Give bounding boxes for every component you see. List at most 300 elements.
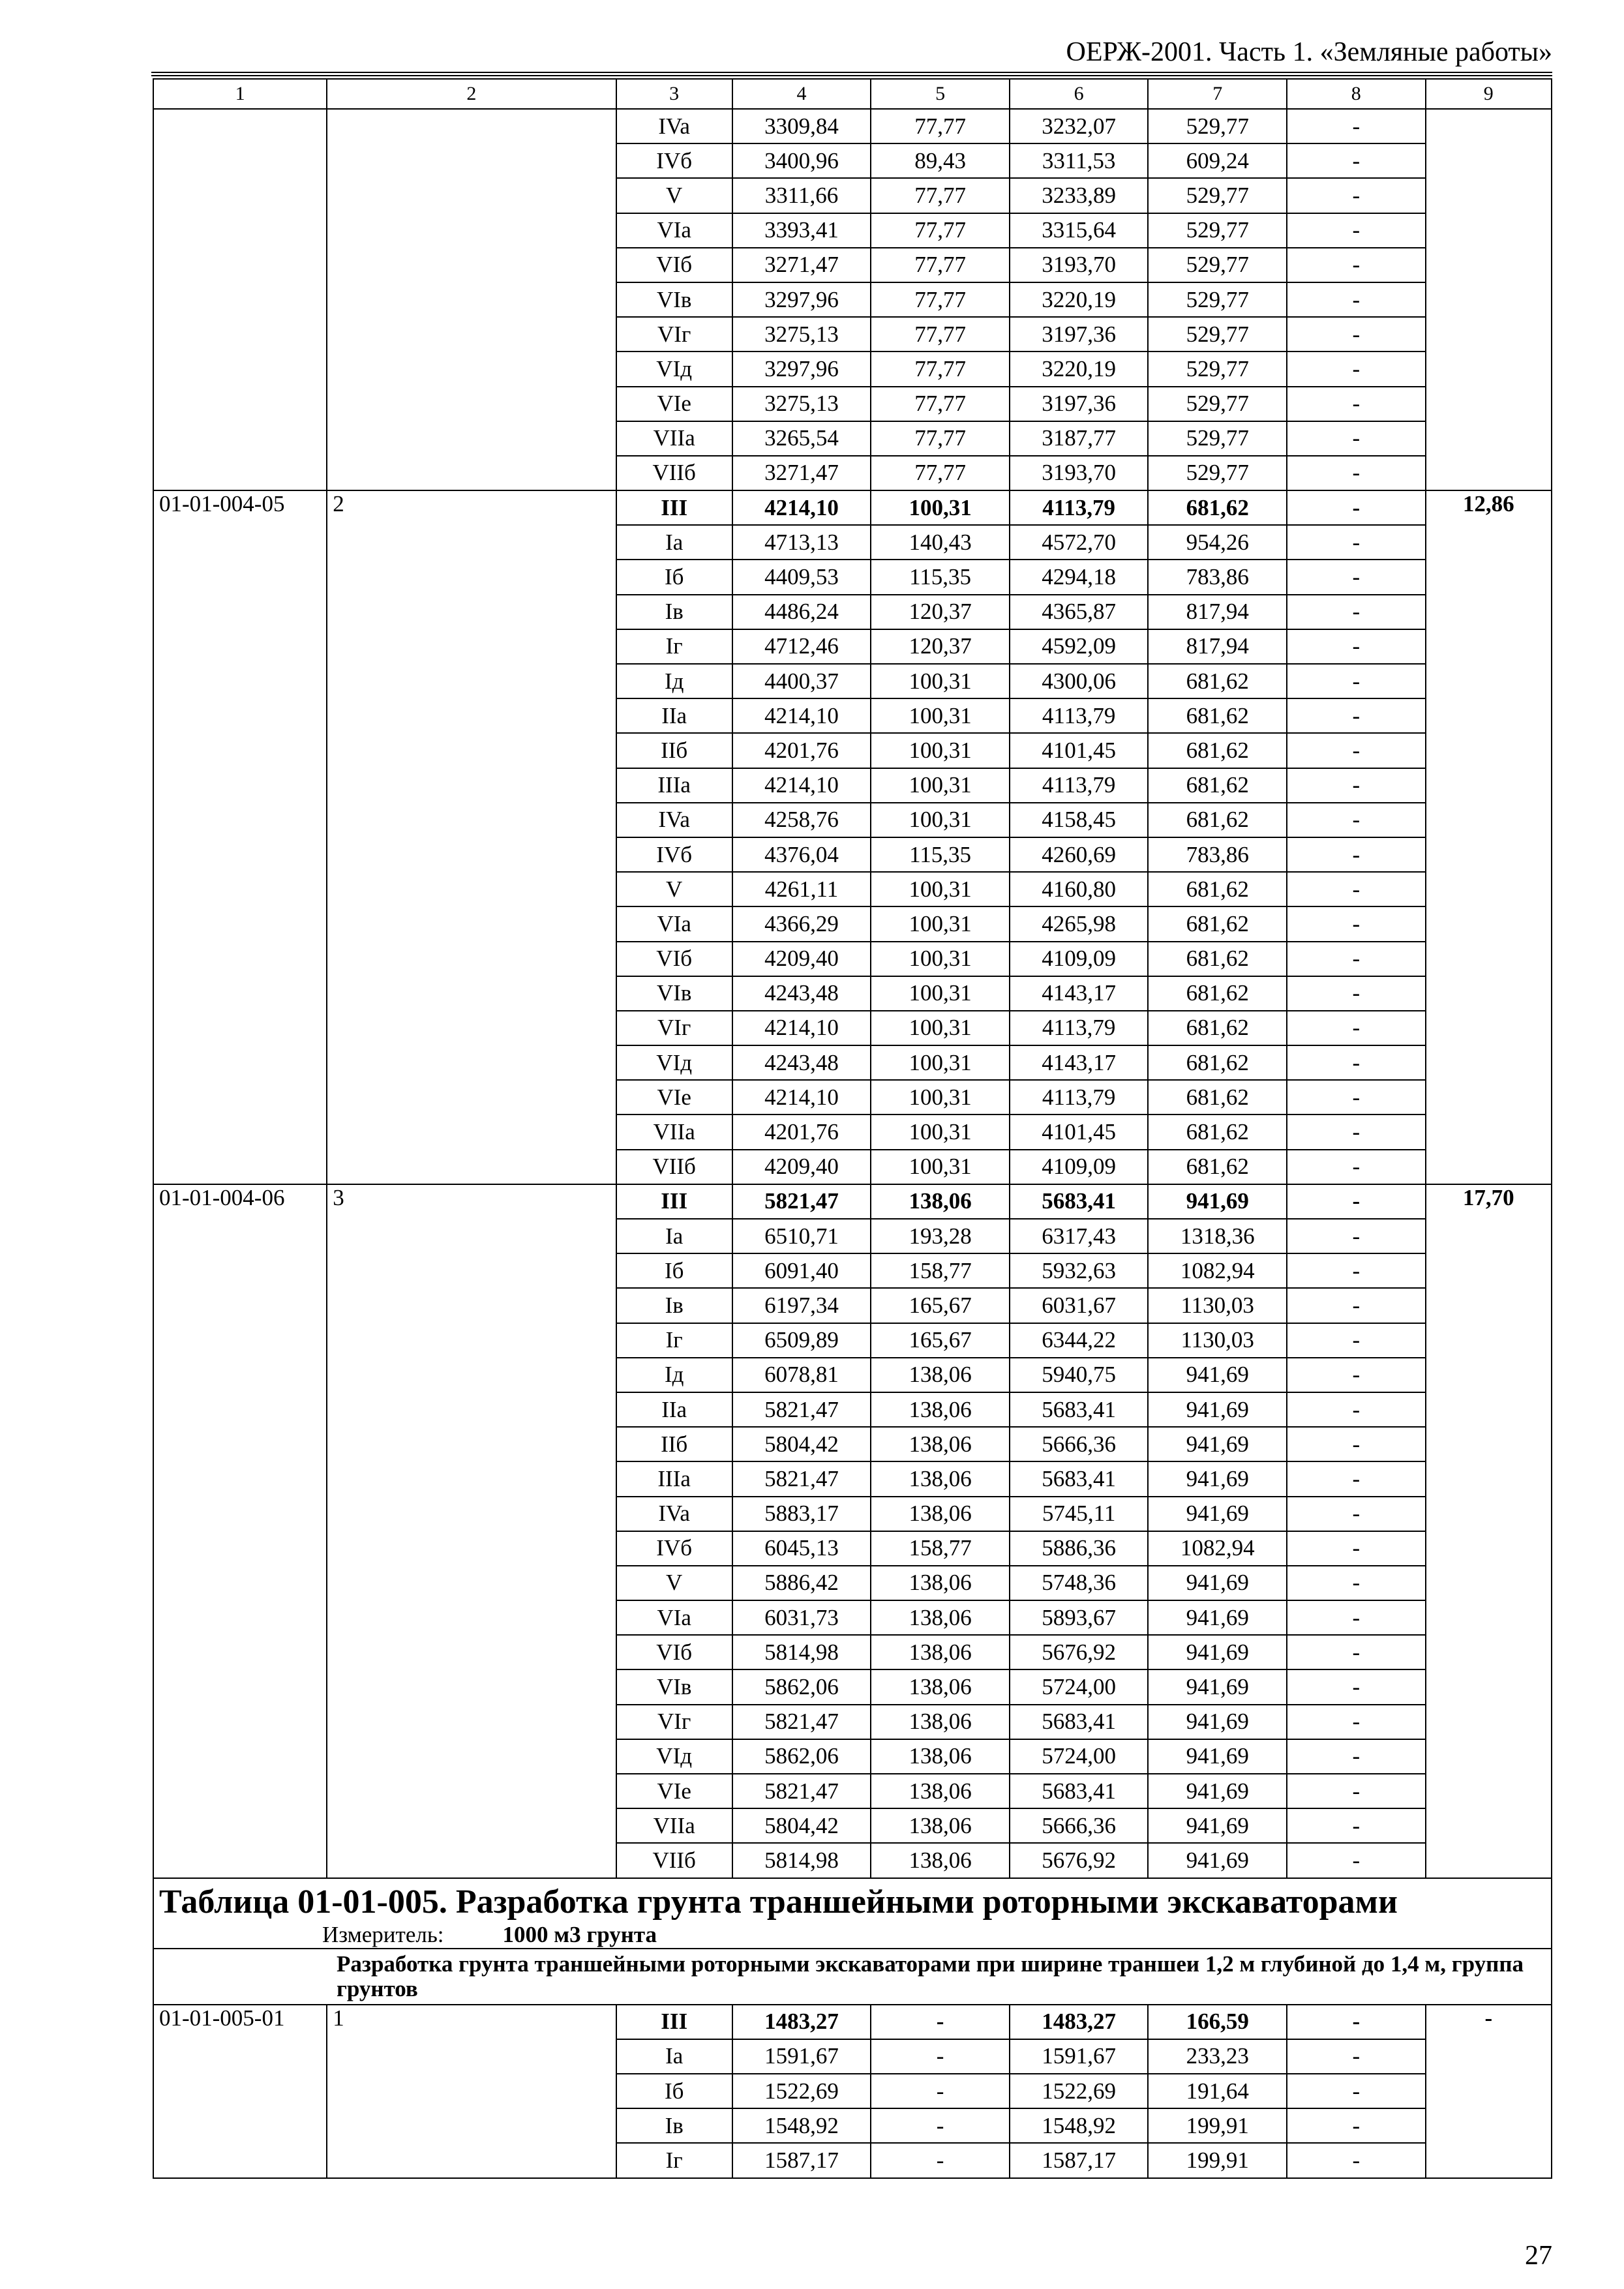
value-cell: 5940,75 <box>1010 1358 1149 1392</box>
value-cell: - <box>1287 421 1426 456</box>
value-cell: 120,37 <box>871 595 1010 629</box>
value-cell: 100,31 <box>871 906 1010 941</box>
value-cell: 3309,84 <box>732 109 871 143</box>
value-cell: 5862,06 <box>732 1669 871 1704</box>
value-cell: 138,06 <box>871 1843 1010 1878</box>
value-cell: 4201,76 <box>732 1115 871 1149</box>
header-rule <box>151 72 1552 76</box>
value-cell: V <box>616 872 732 906</box>
measure-label: Измеритель: <box>322 1921 444 1947</box>
value-cell: Iг <box>616 2143 732 2177</box>
value-cell: 3187,77 <box>1010 421 1149 456</box>
value-cell: 158,77 <box>871 1253 1010 1288</box>
value-cell: - <box>1287 768 1426 803</box>
value-cell: 941,69 <box>1148 1566 1287 1600</box>
value-cell: 6091,40 <box>732 1253 871 1288</box>
value-cell: IVб <box>616 143 732 178</box>
value-cell: - <box>1287 387 1426 421</box>
value-cell: 77,77 <box>871 317 1010 352</box>
value-cell: 529,77 <box>1148 421 1287 456</box>
value-cell: Iд <box>616 664 732 698</box>
value-cell: 941,69 <box>1148 1739 1287 1774</box>
value-cell: 4214,10 <box>732 698 871 733</box>
value-cell: 1522,69 <box>732 2074 871 2108</box>
value-cell: - <box>871 2143 1010 2177</box>
value-cell: IVб <box>616 837 732 872</box>
value-cell: 77,77 <box>871 248 1010 282</box>
value-cell: 941,69 <box>1148 1635 1287 1669</box>
value-cell: 529,77 <box>1148 248 1287 282</box>
value-cell: 5821,47 <box>732 1461 871 1496</box>
value-cell: 138,06 <box>871 1566 1010 1600</box>
value-cell: 4113,79 <box>1010 1011 1149 1045</box>
value-cell: 817,94 <box>1148 595 1287 629</box>
value-cell: 941,69 <box>1148 1705 1287 1739</box>
value-cell: 681,62 <box>1148 1011 1287 1045</box>
value-cell: Iб <box>616 1253 732 1288</box>
value-cell: - <box>1287 906 1426 941</box>
value-cell: 941,69 <box>1148 1427 1287 1461</box>
value-cell: 5683,41 <box>1010 1705 1149 1739</box>
value-cell: 4209,40 <box>732 942 871 976</box>
value-cell: - <box>871 2005 1010 2039</box>
value-cell: - <box>1287 664 1426 698</box>
value-cell: 1522,69 <box>1010 2074 1149 2108</box>
value-cell: - <box>871 2039 1010 2074</box>
value-cell: 5821,47 <box>732 1392 871 1427</box>
value-cell: - <box>1287 1739 1426 1774</box>
value-cell: - <box>1287 595 1426 629</box>
value-cell: 4409,53 <box>732 560 871 594</box>
value-cell: 138,06 <box>871 1739 1010 1774</box>
value-cell: 3197,36 <box>1010 387 1149 421</box>
value-cell: 4592,09 <box>1010 629 1149 664</box>
value-cell: 3297,96 <box>732 282 871 317</box>
value-cell: - <box>1287 976 1426 1011</box>
table-title: Таблица 01-01-005. Разработка грунта траншейными роторными экскаваторами <box>159 1883 1398 1921</box>
value-cell: 529,77 <box>1148 456 1287 490</box>
value-cell: 941,69 <box>1148 1461 1287 1496</box>
value-cell: 6045,13 <box>732 1531 871 1566</box>
value-cell: VIд <box>616 1045 732 1080</box>
value-cell: 3311,53 <box>1010 143 1149 178</box>
value-cell: 941,69 <box>1148 1497 1287 1531</box>
value-cell: - <box>1287 213 1426 248</box>
value-cell: 4713,13 <box>732 525 871 560</box>
value-cell: 3193,70 <box>1010 456 1149 490</box>
value-cell: - <box>1287 456 1426 490</box>
column-number-cell: 8 <box>1287 79 1426 109</box>
value-cell: - <box>1287 1531 1426 1566</box>
column-number-cell: 3 <box>616 79 732 109</box>
value-cell: 5886,42 <box>732 1566 871 1600</box>
value-cell: - <box>1287 2108 1426 2143</box>
value-cell: 199,91 <box>1148 2143 1287 2177</box>
value-cell: - <box>1287 317 1426 352</box>
value-cell: - <box>1287 2074 1426 2108</box>
value-cell: VIe <box>616 387 732 421</box>
value-cell: - <box>1287 1150 1426 1184</box>
value-cell: 609,24 <box>1148 143 1287 178</box>
value-cell: - <box>1287 143 1426 178</box>
value-cell: 100,31 <box>871 768 1010 803</box>
value-cell: 166,59 <box>1148 2005 1287 2039</box>
value-cell: 1130,03 <box>1148 1288 1287 1323</box>
column-number-cell: 4 <box>732 79 871 109</box>
value-cell: 681,62 <box>1148 664 1287 698</box>
value-cell: III <box>616 2005 732 2039</box>
value-cell: VIг <box>616 317 732 352</box>
value-cell: 4243,48 <box>732 1045 871 1080</box>
value-cell: VIa <box>616 1600 732 1635</box>
value-cell: III <box>616 1184 732 1219</box>
value-cell: 140,43 <box>871 525 1010 560</box>
value-cell: VIIa <box>616 421 732 456</box>
value-cell: 5821,47 <box>732 1705 871 1739</box>
value-cell: - <box>1287 2005 1426 2039</box>
value-cell: 4261,11 <box>732 872 871 906</box>
value-cell: - <box>1287 1184 1426 1219</box>
rates-table <box>153 78 1552 2179</box>
value-cell: 4214,10 <box>732 1011 871 1045</box>
value-cell: VIe <box>616 1774 732 1808</box>
value-cell: VIд <box>616 1739 732 1774</box>
value-cell: 100,31 <box>871 1150 1010 1184</box>
value-cell: VIIa <box>616 1808 732 1843</box>
measure-value: 1000 м3 грунта <box>502 1921 657 1947</box>
value-cell: 3315,64 <box>1010 213 1149 248</box>
value-cell: 77,77 <box>871 178 1010 213</box>
value-cell: 3233,89 <box>1010 178 1149 213</box>
value-cell: 138,06 <box>871 1808 1010 1843</box>
value-cell: 4101,45 <box>1010 1115 1149 1149</box>
value-cell: 3275,13 <box>732 317 871 352</box>
value-cell: 165,67 <box>871 1288 1010 1323</box>
value-cell: 681,62 <box>1148 803 1287 837</box>
value-cell: 4109,09 <box>1010 1150 1149 1184</box>
value-cell: VIб <box>616 942 732 976</box>
value-cell: 5932,63 <box>1010 1253 1149 1288</box>
value-cell: - <box>1287 629 1426 664</box>
value-cell: 4243,48 <box>732 976 871 1011</box>
value-cell: VIIa <box>616 1115 732 1149</box>
value-cell: 941,69 <box>1148 1600 1287 1635</box>
value-cell: 233,23 <box>1148 2039 1287 2074</box>
code-cell: 01-01-004-05 <box>153 490 327 1184</box>
value-cell: 5862,06 <box>732 1739 871 1774</box>
value-cell: 1587,17 <box>732 2143 871 2177</box>
group-cell: 3 <box>327 1184 616 1878</box>
value-cell: 681,62 <box>1148 733 1287 768</box>
value-cell: 5683,41 <box>1010 1184 1149 1219</box>
value-cell: 4109,09 <box>1010 942 1149 976</box>
value-cell: 138,06 <box>871 1427 1010 1461</box>
value-cell: 5745,11 <box>1010 1497 1149 1531</box>
value-cell: 4143,17 <box>1010 976 1149 1011</box>
value-cell: 138,06 <box>871 1184 1010 1219</box>
value-cell: 4260,69 <box>1010 837 1149 872</box>
value-cell: 4366,29 <box>732 906 871 941</box>
value-cell: VIa <box>616 213 732 248</box>
value-cell: 941,69 <box>1148 1358 1287 1392</box>
value-cell: - <box>1287 560 1426 594</box>
value-cell: V <box>616 178 732 213</box>
value-cell: 4101,45 <box>1010 733 1149 768</box>
value-cell: - <box>1287 178 1426 213</box>
value-cell: 4214,10 <box>732 1080 871 1115</box>
value-cell: 4712,46 <box>732 629 871 664</box>
value-cell: 6510,71 <box>732 1219 871 1253</box>
value-cell: 4486,24 <box>732 595 871 629</box>
value-cell: IVa <box>616 803 732 837</box>
value-cell: 5666,36 <box>1010 1808 1149 1843</box>
value-cell: 529,77 <box>1148 178 1287 213</box>
col9-cell: 12,86 <box>1426 490 1552 1184</box>
value-cell: 6031,67 <box>1010 1288 1149 1323</box>
value-cell: VIб <box>616 1635 732 1669</box>
value-cell: Ia <box>616 1219 732 1253</box>
value-cell: - <box>1287 1219 1426 1253</box>
value-cell: IVб <box>616 1531 732 1566</box>
value-cell: IVa <box>616 1497 732 1531</box>
value-cell: 199,91 <box>1148 2108 1287 2143</box>
value-cell: 681,62 <box>1148 906 1287 941</box>
value-cell: Iб <box>616 560 732 594</box>
value-cell: 1082,94 <box>1148 1253 1287 1288</box>
value-cell: 6197,34 <box>732 1288 871 1323</box>
value-cell: - <box>1287 1843 1426 1878</box>
value-cell: 783,86 <box>1148 837 1287 872</box>
value-cell: 138,06 <box>871 1497 1010 1531</box>
value-cell: 3197,36 <box>1010 317 1149 352</box>
value-cell: 77,77 <box>871 387 1010 421</box>
value-cell: 5748,36 <box>1010 1566 1149 1600</box>
value-cell: 3220,19 <box>1010 352 1149 386</box>
value-cell: 1548,92 <box>732 2108 871 2143</box>
value-cell: 5724,00 <box>1010 1669 1149 1704</box>
value-cell: 5683,41 <box>1010 1774 1149 1808</box>
value-cell: 681,62 <box>1148 1115 1287 1149</box>
group-cell: 1 <box>327 2005 616 2178</box>
value-cell: Ia <box>616 2039 732 2074</box>
value-cell: VIг <box>616 1705 732 1739</box>
value-cell: 6317,43 <box>1010 1219 1149 1253</box>
subtitle-row <box>153 1949 1552 2005</box>
value-cell: 5893,67 <box>1010 1600 1149 1635</box>
value-cell: 1548,92 <box>1010 2108 1149 2143</box>
value-cell: - <box>1287 1461 1426 1496</box>
value-cell: 529,77 <box>1148 282 1287 317</box>
value-cell: 529,77 <box>1148 213 1287 248</box>
value-cell: 3271,47 <box>732 456 871 490</box>
column-number-row <box>153 79 1552 109</box>
value-cell: 4214,10 <box>732 490 871 525</box>
value-cell: 4113,79 <box>1010 698 1149 733</box>
col9-cell: - <box>1426 2005 1552 2178</box>
value-cell: VIIб <box>616 456 732 490</box>
value-cell: 5676,92 <box>1010 1635 1149 1669</box>
value-cell: 89,43 <box>871 143 1010 178</box>
value-cell: 6031,73 <box>732 1600 871 1635</box>
value-cell: 817,94 <box>1148 629 1287 664</box>
value-cell: 1591,67 <box>732 2039 871 2074</box>
value-cell: 100,31 <box>871 803 1010 837</box>
value-cell: - <box>1287 109 1426 143</box>
value-cell: 941,69 <box>1148 1808 1287 1843</box>
value-cell: 681,62 <box>1148 872 1287 906</box>
value-cell: - <box>1287 1392 1426 1427</box>
value-cell: 100,31 <box>871 733 1010 768</box>
column-number-cell: 6 <box>1010 79 1149 109</box>
value-cell: 100,31 <box>871 490 1010 525</box>
value-cell: V <box>616 1566 732 1600</box>
value-cell: 4160,80 <box>1010 872 1149 906</box>
value-cell: - <box>1287 1288 1426 1323</box>
value-cell: 4294,18 <box>1010 560 1149 594</box>
value-cell: 1318,36 <box>1148 1219 1287 1253</box>
value-cell: 4376,04 <box>732 837 871 872</box>
value-cell: - <box>1287 837 1426 872</box>
value-cell: IIIa <box>616 768 732 803</box>
value-cell: VIa <box>616 906 732 941</box>
value-cell: 77,77 <box>871 421 1010 456</box>
value-cell: - <box>1287 248 1426 282</box>
group-cell: 2 <box>327 490 616 1184</box>
value-cell: 4113,79 <box>1010 490 1149 525</box>
value-cell: IIIa <box>616 1461 732 1496</box>
column-number-cell: 7 <box>1148 79 1287 109</box>
value-cell: 529,77 <box>1148 352 1287 386</box>
value-cell: 941,69 <box>1148 1669 1287 1704</box>
value-cell: - <box>1287 490 1426 525</box>
value-cell: 5724,00 <box>1010 1739 1149 1774</box>
value-cell: 115,35 <box>871 560 1010 594</box>
value-cell: - <box>1287 1045 1426 1080</box>
value-cell: 120,37 <box>871 629 1010 664</box>
value-cell: 138,06 <box>871 1774 1010 1808</box>
value-cell: 138,06 <box>871 1635 1010 1669</box>
value-cell: - <box>1287 698 1426 733</box>
value-cell: Iв <box>616 595 732 629</box>
page-number: 27 <box>1525 2241 1552 2271</box>
value-cell: 783,86 <box>1148 560 1287 594</box>
value-cell: 4201,76 <box>732 733 871 768</box>
value-cell: 5821,47 <box>732 1774 871 1808</box>
code-cell: 01-01-005-01 <box>153 2005 327 2178</box>
value-cell: 4158,45 <box>1010 803 1149 837</box>
value-cell: VIв <box>616 282 732 317</box>
value-cell: 1587,17 <box>1010 2143 1149 2177</box>
value-cell: - <box>1287 1600 1426 1635</box>
value-cell: 681,62 <box>1148 942 1287 976</box>
value-cell: 115,35 <box>871 837 1010 872</box>
value-cell: 158,77 <box>871 1531 1010 1566</box>
value-cell: 193,28 <box>871 1219 1010 1253</box>
value-cell: 4300,06 <box>1010 664 1149 698</box>
value-cell: - <box>1287 1497 1426 1531</box>
subtitle-cell <box>153 1949 1552 2005</box>
value-cell: - <box>1287 1253 1426 1288</box>
value-cell: 681,62 <box>1148 698 1287 733</box>
value-cell: - <box>1287 1323 1426 1358</box>
value-cell: 3271,47 <box>732 248 871 282</box>
value-cell: 100,31 <box>871 1045 1010 1080</box>
value-cell: VIe <box>616 1080 732 1115</box>
value-cell: 1130,03 <box>1148 1323 1287 1358</box>
value-cell: 954,26 <box>1148 525 1287 560</box>
value-cell: - <box>1287 2143 1426 2177</box>
value-cell: 4572,70 <box>1010 525 1149 560</box>
value-cell: 5814,98 <box>732 1843 871 1878</box>
table-row <box>153 1184 1552 1219</box>
value-cell: 3232,07 <box>1010 109 1149 143</box>
value-cell: - <box>1287 1705 1426 1739</box>
value-cell: 681,62 <box>1148 768 1287 803</box>
value-cell: - <box>1287 872 1426 906</box>
value-cell: - <box>1287 733 1426 768</box>
value-cell: - <box>1287 1808 1426 1843</box>
value-cell: 5821,47 <box>732 1184 871 1219</box>
value-cell: - <box>1287 2039 1426 2074</box>
value-cell: VIг <box>616 1011 732 1045</box>
value-cell: 4143,17 <box>1010 1045 1149 1080</box>
value-cell: 77,77 <box>871 109 1010 143</box>
value-cell: - <box>871 2074 1010 2108</box>
value-cell: Iг <box>616 1323 732 1358</box>
table-subtitle: Разработка грунта траншейными роторными экскаваторами при ширине траншеи 1,2 м глубиной до 1,4 м, группа грунтов <box>337 1951 1524 2001</box>
value-cell: 138,06 <box>871 1669 1010 1704</box>
value-cell: III <box>616 490 732 525</box>
value-cell: 681,62 <box>1148 976 1287 1011</box>
column-number-cell: 5 <box>871 79 1010 109</box>
value-cell: Iв <box>616 1288 732 1323</box>
value-cell: VIIб <box>616 1843 732 1878</box>
group-cell <box>327 109 616 490</box>
value-cell: 138,06 <box>871 1358 1010 1392</box>
value-cell: IIб <box>616 1427 732 1461</box>
table-row <box>153 490 1552 525</box>
value-cell: 5666,36 <box>1010 1427 1149 1461</box>
value-cell: 941,69 <box>1148 1843 1287 1878</box>
value-cell: 4209,40 <box>732 1150 871 1184</box>
value-cell: 4258,76 <box>732 803 871 837</box>
value-cell: 529,77 <box>1148 109 1287 143</box>
measure-line <box>159 1922 1546 1948</box>
value-cell: 100,31 <box>871 1011 1010 1045</box>
column-number-cell: 9 <box>1426 79 1552 109</box>
value-cell: 77,77 <box>871 282 1010 317</box>
value-cell: 5804,42 <box>732 1427 871 1461</box>
value-cell: 77,77 <box>871 213 1010 248</box>
value-cell: 100,31 <box>871 1115 1010 1149</box>
value-cell: 681,62 <box>1148 490 1287 525</box>
value-cell: - <box>1287 1774 1426 1808</box>
page-header-title: ОЕРЖ-2001. Часть 1. «Земляные работы» <box>1066 37 1552 67</box>
value-cell: 529,77 <box>1148 387 1287 421</box>
value-cell: 138,06 <box>871 1600 1010 1635</box>
value-cell: IIб <box>616 733 732 768</box>
value-cell: 3393,41 <box>732 213 871 248</box>
value-cell: 681,62 <box>1148 1080 1287 1115</box>
column-number-cell: 1 <box>153 79 327 109</box>
value-cell: 681,62 <box>1148 1045 1287 1080</box>
value-cell: - <box>1287 1011 1426 1045</box>
col9-cell: 17,70 <box>1426 1184 1552 1878</box>
code-cell <box>153 109 327 490</box>
value-cell: 165,67 <box>871 1323 1010 1358</box>
value-cell: 1483,27 <box>732 2005 871 2039</box>
value-cell: 191,64 <box>1148 2074 1287 2108</box>
